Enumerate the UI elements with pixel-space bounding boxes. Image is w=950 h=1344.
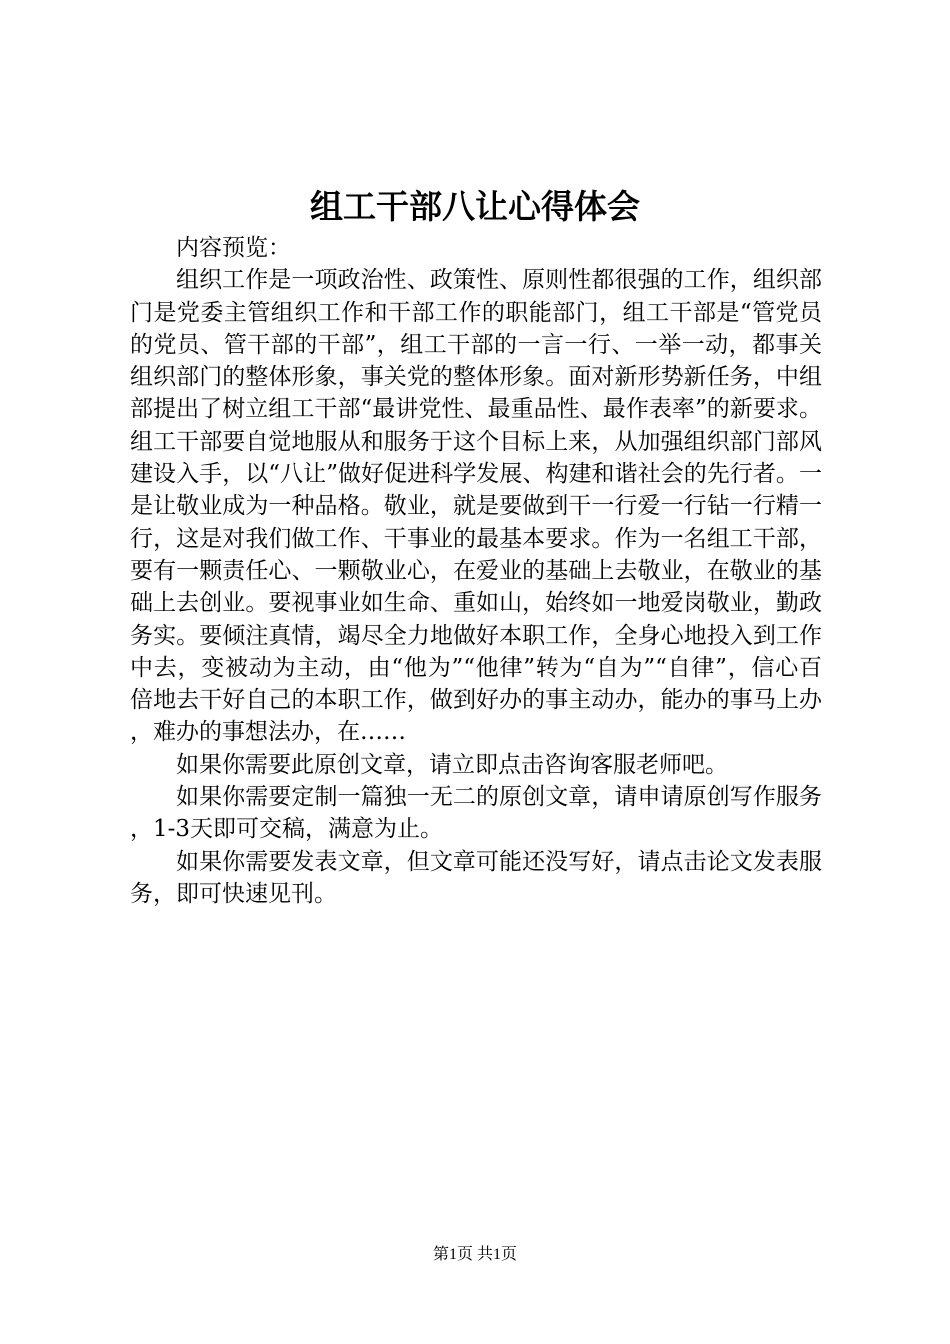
document-body xyxy=(130,232,822,910)
publishing-paragraph: 如果你需要发表文章，但文章可能还没写好，请点击论文发表服务，即可快速见刊。 xyxy=(130,848,822,907)
preview-paragraph: 组织工作是一项政治性、政策性、原则性都很强的工作，组织部门是党委主管组织工作和干部工作的职能部门，组工干部是“管党员的党员、管干部的干部”，组工干部的一言一行、一举一动，都事关组织部门的整体形象，事关党的整体形象。面对新形势新任务，中组部提出了树立组工干部“最讲党性、最重品性、最作表率”的新要求。组工干部要自觉地服从和服务于这个目标上来，从加强组织部门部风建设入手，以“八让”做好促进科学发展、构建和谐社会的先行者。一是让敬业成为一种品格。敬业，就是要做到干一行爱一行钻一行精一行，这是对我们做工作、干事业的最基本要求。作为一名组工干部，要有一颗责任心、一颗敬业心，在爱业的基础上去敬业，在敬业的基础上去创业。要视事业如生命、重如山，始终如一地爱岗敬业，勤政务实。要倾注真情，竭尽全力地做好本职工作，全身心地投入到工作中去，变被动为主动，由“他为”“他律”转为“自为”“自律”，信心百倍地去干好自己的本职工作，做到好办的事主动办，能办的事马上办，难办的事想法办，在…… xyxy=(130,267,822,746)
custom-writing-paragraph: 如果你需要定制一篇独一无二的原创文章，请申请原创写作服务，1-3天即可交稿，满意为止。 xyxy=(130,784,822,843)
document-title: 组工干部八让心得体会 xyxy=(310,187,640,226)
page-footer: 第1页 共1页 xyxy=(432,1246,517,1263)
preview-label: 内容预览： xyxy=(176,235,291,261)
consult-paragraph: 如果你需要此原创文章，请立即点击咨询客服老师吧。 xyxy=(176,751,728,778)
